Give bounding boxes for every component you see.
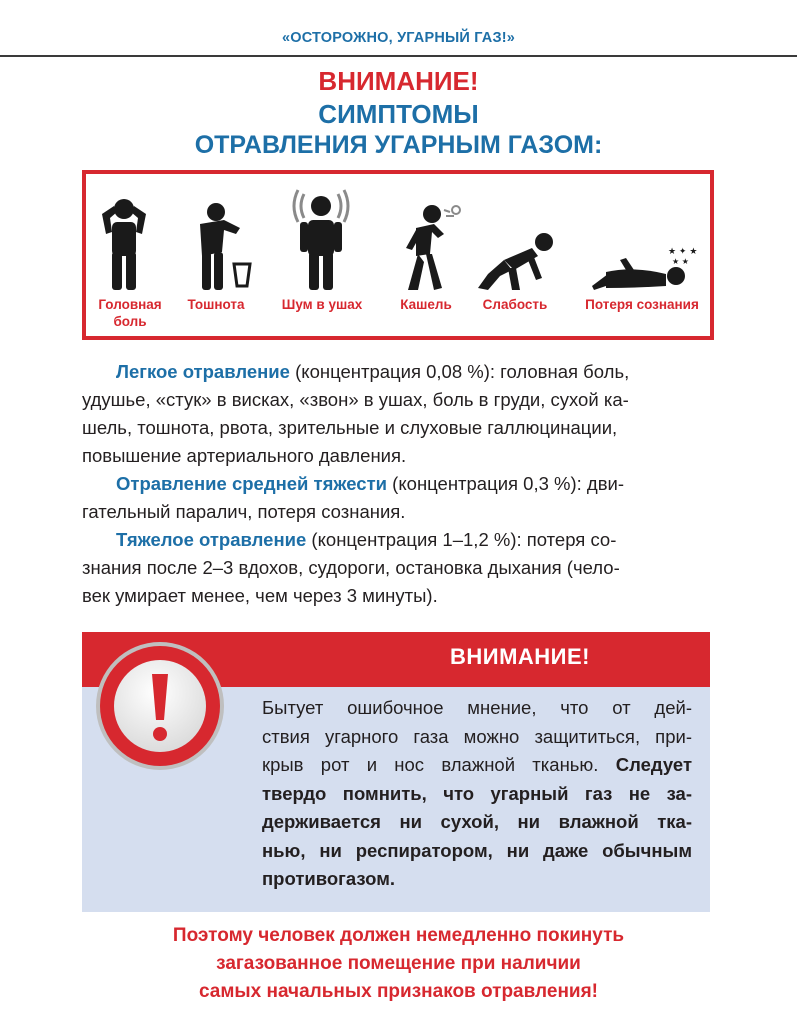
- warning-text: [262, 694, 692, 894]
- weakness-figure-icon: [474, 230, 564, 292]
- headline-symptoms: СИМПТОМЫ: [318, 99, 479, 129]
- tinnitus-figure-icon: [286, 184, 356, 292]
- severe-line-3: век умирает менее, чем через 3 минуты).: [82, 585, 438, 606]
- mild-line-2: удушье, «стук» в висках, «звон» в ушах, боль в груди, сухой ка-: [82, 389, 629, 410]
- moderate-term: Отравление средней тяжести: [116, 473, 388, 494]
- symptom-label-cough-line1: Кашель: [400, 297, 452, 312]
- headline-attention: ВНИМАНИЕ!: [318, 66, 479, 96]
- cough-figure-icon: [394, 204, 468, 294]
- symptoms-panel: [82, 170, 714, 340]
- exclamation-icon: [94, 640, 226, 772]
- mild-line-4: повышение артериального давления.: [82, 445, 407, 466]
- svg-text:★ ✦ ★: ★ ✦ ★: [668, 247, 698, 257]
- warning-title: ВНИМАНИЕ!: [449, 644, 590, 669]
- symptom-label-weakness: [470, 296, 560, 313]
- severe-line-1-text: (концентрация 1–1,2 %): потеря со-: [306, 529, 617, 550]
- symptom-label-headache-line1: Головная: [98, 297, 162, 312]
- warning-line-3-text: крыв рот и нос влажной тканью.: [262, 754, 599, 775]
- paragraph-mild-poisoning: [82, 358, 712, 470]
- footer-line-2: загазованное помещение при наличии: [216, 953, 581, 974]
- severe-term: Тяжелое отравление: [116, 529, 307, 550]
- moderate-line-2: гательный паралич, потеря сознания.: [82, 501, 406, 522]
- warning-line-5: держивается ни сухой, ни влажной тка-: [262, 811, 692, 832]
- paragraph-moderate-poisoning: [82, 470, 712, 526]
- symptom-label-headache-line2: боль: [113, 314, 147, 329]
- moderate-line-1-text: (концентрация 0,3 %): дви-: [387, 473, 625, 494]
- warning-line-1: [262, 694, 692, 723]
- warning-line-2: ствия угарного газа можно защититься, при-: [262, 725, 692, 747]
- symptom-label-headache: [90, 296, 170, 330]
- paragraph-severe-poisoning: [82, 526, 712, 610]
- symptom-label-nausea-line1: Тошнота: [187, 297, 245, 312]
- unconscious-figure-icon: [586, 244, 698, 292]
- mild-line-3: шель, тошнота, рвота, зрительные и слуховые галлюцинации,: [82, 417, 618, 438]
- symptom-label-unconscious-line1: Потеря сознания: [585, 297, 699, 312]
- symptom-label-tinnitus-line1: Шум в ушах: [281, 297, 363, 312]
- severe-line-1: [82, 526, 712, 554]
- mild-line-1-text: (концентрация 0,08 %): головная боль,: [289, 361, 630, 382]
- moderate-line-1: [82, 470, 712, 498]
- warning-line-3: [262, 751, 692, 780]
- symptom-label-weakness-line1: Слабость: [482, 297, 548, 312]
- footer-line-1: Поэтому человек должен немедленно покинуть: [172, 925, 625, 946]
- page-header: [0, 0, 797, 58]
- header-title: «ОСТОРОЖНО, УГАРНЫЙ ГАЗ!»: [281, 30, 516, 46]
- warning-line-4: твердо помнить, что угарный газ не за-: [262, 782, 692, 804]
- warning-line-1-text: Бытует ошибочное мнение, что от дей-: [262, 697, 692, 718]
- symptom-label-nausea: [176, 296, 256, 313]
- svg-text:★ ★: ★ ★: [672, 257, 689, 266]
- warning-line-6: нью, ни респиратором, ни даже обычным: [262, 839, 692, 861]
- warning-line-7: противогазом.: [262, 868, 396, 889]
- mild-term: Легкое отравление: [116, 361, 290, 382]
- footer-callout: [0, 922, 797, 1006]
- header-divider: [0, 55, 797, 57]
- symptom-label-tinnitus: [272, 296, 372, 313]
- headline-poisoning: ОТРАВЛЕНИЯ УГАРНЫМ ГАЗОМ:: [194, 131, 603, 159]
- mild-line-1: [82, 358, 712, 386]
- nausea-figure-icon: [186, 202, 256, 292]
- footer-line-3: самых начальных признаков отравления!: [198, 981, 599, 1002]
- symptom-label-unconscious: [574, 296, 710, 313]
- warning-line-3-bold: Следует: [598, 754, 693, 775]
- severe-line-2: знания после 2–3 вдохов, судороги, остановка дыхания (чело-: [82, 557, 620, 578]
- symptom-label-cough: [386, 296, 466, 313]
- headache-figure-icon: [96, 192, 152, 292]
